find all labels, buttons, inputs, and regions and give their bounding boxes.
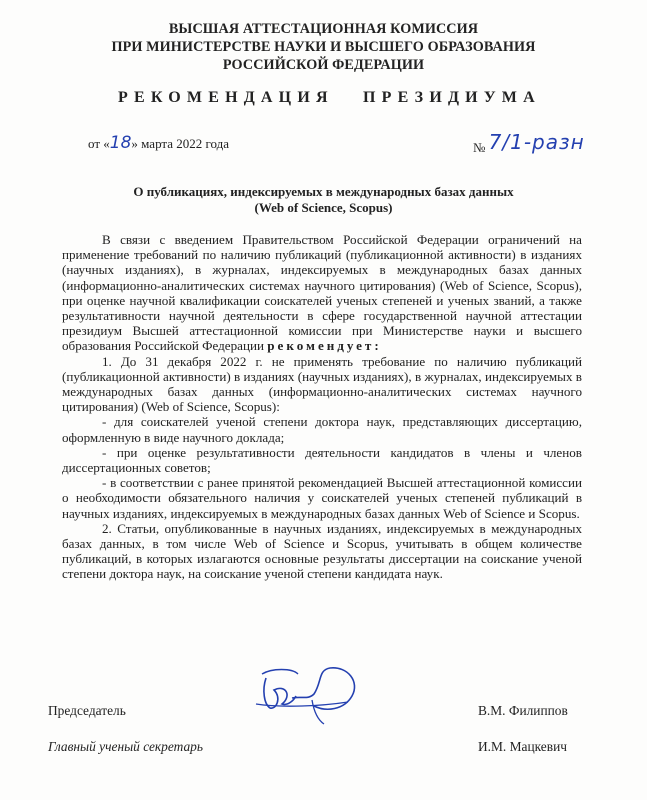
signature-role-chairman: Председатель	[48, 703, 126, 718]
document-title-word-2: ПРЕЗИДИУМА	[363, 89, 541, 106]
number-value-handwritten: 7/1-разн	[488, 130, 585, 154]
intro-paragraph	[62, 232, 582, 354]
header-line-2: ПРИ МИНИСТЕРСТВЕ НАУКИ И ВЫСШЕГО ОБРАЗОВАНИЯ	[111, 39, 536, 55]
signature-role-secretary: Главный ученый секретарь	[48, 739, 203, 754]
subject-line-1: О публикациях, индексируемых в международных базах данных	[133, 184, 514, 199]
document-number	[473, 130, 585, 157]
bullet-3-paragraph: - в соответствии с ранее принятой рекомендацией Высшей аттестационной комиссии о необходимости обязательного наличия у соискателей ученых степеней публикаций в научных изданиях, индексируемых в международных базах данных Web of Science и Scopus.	[62, 475, 582, 521]
subject-line-2: (Web of Science, Scopus)	[254, 200, 393, 215]
item-1-paragraph: 1. До 31 декабря 2022 г. не применять требование по наличию публикаций (публикационной активности) в изданиях (научных изданиях), в журналах, индексируемых в международных базах данных (информационно-аналитических системах научного цитирования) (Web of Science, Scopus):	[62, 353, 582, 415]
number-sign: №	[473, 140, 486, 155]
signature-name-chairman: В.М. Филиппов	[478, 703, 568, 718]
document-date	[88, 133, 229, 153]
bullet-2-paragraph: - при оценке результативности деятельности кандидатов в члены и членов диссертационных советов;	[62, 444, 582, 476]
signature-name-secretary: И.М. Мацкевич	[478, 739, 567, 754]
date-suffix: » марта 2022 года	[131, 136, 230, 151]
item-2-paragraph: 2. Статьи, опубликованные в научных изданиях, индексируемых в международных базах данных, в том числе Web of Science и Scopus, учитывать в общем количестве публикаций, в которых излагаются основные результаты диссертации на соискание ученой степени доктора наук, на соискание ученой степени кандидата наук.	[62, 520, 582, 582]
intro-text: В связи с введением Правительством Российской Федерации ограничений на применение требований по наличию публикаций (публикационной активности) в изданиях (научных изданиях), в журналах, индексируемых в международных базах данных (информационно-аналитических системах научного цитирования) (Web of Science, Scopus), при оценке научной квалификации соискателей ученых степеней и ученых званий, а также результативности научной деятельности в сфере государственной научной аттестации президиум Высшей аттестационной комиссии при Министерстве науки и высшего образования Российской Федерации	[62, 232, 582, 354]
recommends-keyword: рекомендует:	[267, 338, 382, 354]
date-day-handwritten: 18	[109, 133, 132, 153]
date-prefix: от «	[88, 136, 110, 151]
header-line-3: РОССИЙСКОЙ ФЕДЕРАЦИИ	[222, 57, 425, 73]
document-body	[62, 232, 582, 582]
document-title-word-1: РЕКОМЕНДАЦИЯ	[118, 89, 334, 106]
chairman-signature	[252, 660, 392, 730]
bullet-1-paragraph: - для соискателей ученой степени доктора наук, представляющих диссертацию, оформленную в виде научного доклада;	[62, 414, 582, 445]
header-line-1: ВЫСШАЯ АТТЕСТАЦИОННАЯ КОМИССИЯ	[168, 21, 479, 37]
